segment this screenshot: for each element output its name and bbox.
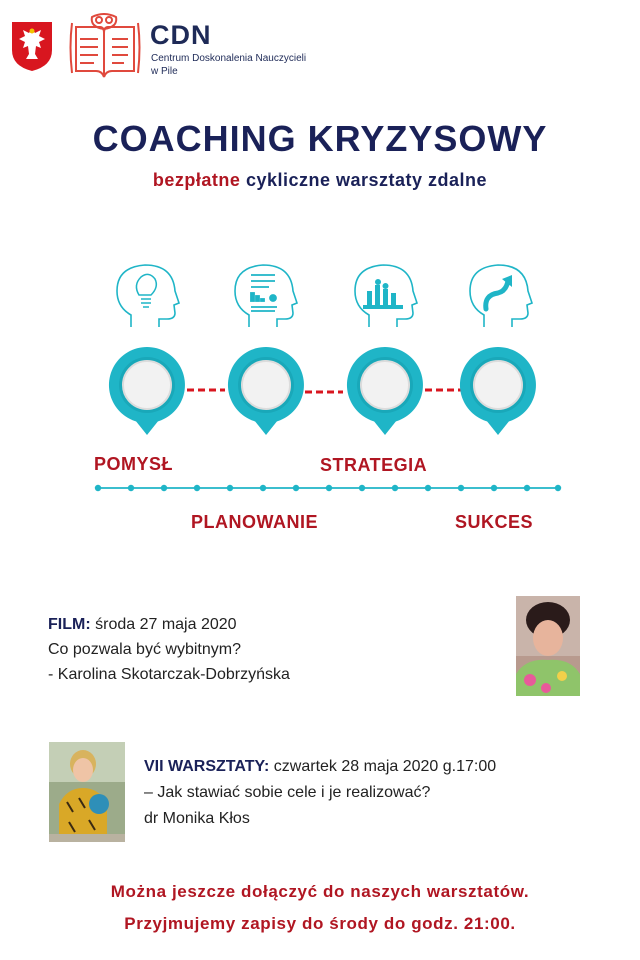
step-marker bbox=[109, 347, 185, 435]
subtitle-rest: cykliczne warsztaty zdalne bbox=[245, 170, 488, 190]
speaker-photo-karolina bbox=[516, 596, 580, 696]
arrow-up-head-icon bbox=[470, 265, 532, 327]
org-full-name bbox=[151, 52, 351, 78]
step-label-planowanie: PLANOWANIE bbox=[191, 512, 319, 532]
film-date: środa 27 maja 2020 bbox=[95, 616, 237, 633]
eagle-crest-icon bbox=[10, 20, 54, 72]
step-marker bbox=[228, 347, 304, 435]
workshop-topic: – Jak stawiać sobie cele i je realizować? bbox=[144, 784, 431, 801]
film-info bbox=[48, 612, 290, 687]
page-subtitle bbox=[0, 170, 640, 191]
step-label-sukces: SUKCES bbox=[455, 512, 534, 532]
timeline bbox=[95, 485, 561, 491]
org-short-name: CDN bbox=[150, 20, 212, 50]
step-marker bbox=[347, 347, 423, 435]
footer-note bbox=[0, 876, 640, 940]
speaker-photo-monika bbox=[49, 742, 125, 842]
page-title: COACHING KRYZYSOWY bbox=[92, 118, 548, 159]
step-label-pomysl: POMYSŁ bbox=[94, 454, 174, 474]
workshop-speaker: dr Monika Kłos bbox=[144, 810, 250, 827]
workshop-label: VII WARSZTATY: bbox=[144, 758, 270, 775]
document-head-icon bbox=[235, 265, 297, 327]
footer-line1: Można jeszcze dołączyć do naszych warsztatów. bbox=[110, 882, 530, 901]
subtitle-highlight: bezpłatne bbox=[152, 170, 241, 190]
film-label: FILM: bbox=[48, 616, 91, 633]
process-diagram bbox=[0, 255, 640, 555]
chess-head-icon bbox=[355, 265, 417, 327]
lightbulb-head-icon bbox=[117, 265, 179, 327]
step-label-strategia: STRATEGIA bbox=[320, 455, 428, 475]
workshop-info bbox=[144, 754, 496, 832]
org-full-name-line2: w Pile bbox=[151, 66, 178, 77]
film-topic: Co pozwala być wybitnym? bbox=[48, 641, 241, 658]
film-speaker: - Karolina Skotarczak-Dobrzyńska bbox=[48, 666, 290, 683]
step-marker bbox=[460, 347, 536, 435]
org-full-name-line1: Centrum Doskonalenia Nauczycieli bbox=[151, 53, 307, 64]
owl-book-icon bbox=[64, 13, 144, 79]
workshop-date: czwartek 28 maja 2020 g.17:00 bbox=[273, 758, 497, 775]
footer-line2: Przyjmujemy zapisy do środy do godz. 21:00. bbox=[124, 914, 516, 933]
